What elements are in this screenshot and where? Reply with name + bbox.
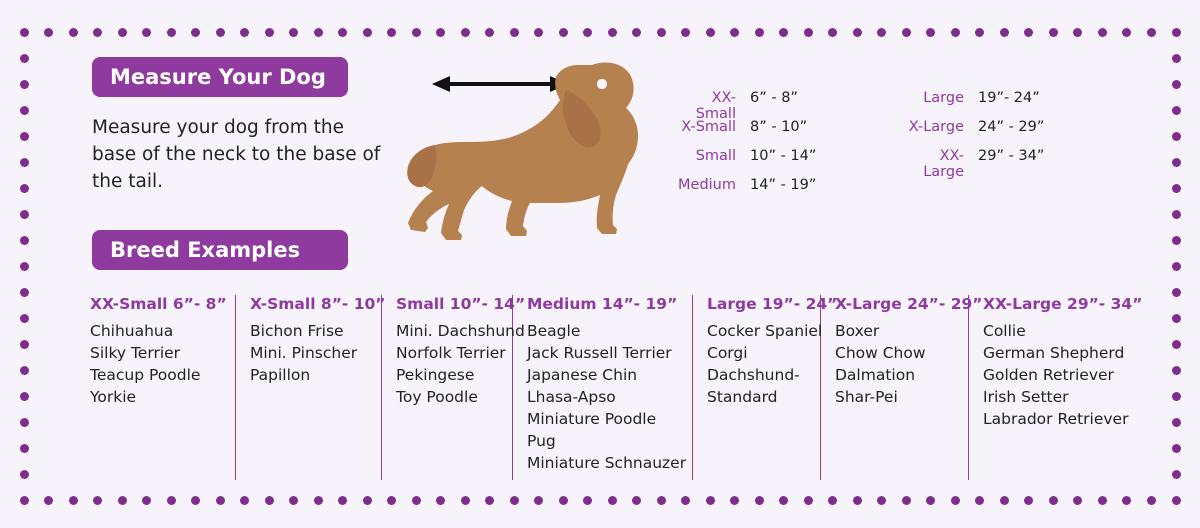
size-chart-column-2	[900, 90, 1115, 180]
breed-item: Dalmation	[835, 366, 916, 384]
border-dot	[1098, 496, 1107, 505]
border-dot	[20, 418, 29, 427]
border-dot	[632, 496, 641, 505]
breed-item: Papillon	[250, 366, 311, 384]
border-dot	[412, 496, 421, 505]
breed-column	[821, 295, 983, 480]
size-label: X-Small	[681, 119, 736, 135]
border-dot	[828, 28, 837, 37]
border-dot	[828, 496, 837, 505]
breed-item: Chow Chow	[835, 344, 926, 362]
breed-item: Norfolk Terrier	[396, 344, 506, 362]
border-dot	[755, 28, 764, 37]
size-chart-row	[900, 119, 1115, 148]
size-range: 29” - 34”	[978, 148, 1045, 164]
border-dot	[1172, 158, 1181, 167]
dog-silhouette-icon	[380, 35, 670, 260]
border-dot	[1000, 496, 1009, 505]
border-dot	[1172, 132, 1181, 141]
breed-item: Miniature Poodle	[527, 410, 657, 428]
border-dot	[363, 496, 372, 505]
border-dot	[1024, 496, 1033, 505]
border-dot	[142, 28, 151, 37]
border-dot	[142, 496, 151, 505]
breed-column-title: XX-Large 29”- 34”	[983, 295, 1143, 313]
border-dot	[1122, 28, 1131, 37]
size-chart-row	[672, 119, 887, 148]
border-dot	[240, 496, 249, 505]
border-dot	[681, 496, 690, 505]
border-dot	[20, 366, 29, 375]
size-label: Small	[695, 148, 736, 164]
border-dot	[167, 496, 176, 505]
border-dot	[44, 496, 53, 505]
border-dot	[853, 496, 862, 505]
border-dot	[1172, 314, 1181, 323]
border-dot	[1073, 28, 1082, 37]
border-dot	[1172, 418, 1181, 427]
measure-your-dog-label: Measure Your Dog	[110, 65, 326, 89]
breed-column-title: X-Small 8”- 10”	[250, 295, 386, 313]
border-dot	[951, 496, 960, 505]
border-dot	[926, 28, 935, 37]
breed-item: Labrador Retriever	[983, 410, 1129, 428]
size-chart-row	[672, 148, 887, 177]
border-dot	[1172, 496, 1181, 505]
border-dot	[804, 496, 813, 505]
border-dot	[534, 496, 543, 505]
border-dot	[755, 496, 764, 505]
border-dot	[20, 288, 29, 297]
border-dot	[926, 496, 935, 505]
breed-item: Miniature Schnauzer	[527, 454, 687, 472]
border-dot	[706, 496, 715, 505]
breed-column-title: Medium 14”- 19”	[527, 295, 678, 313]
breed-item: Standard	[707, 388, 778, 406]
border-dot	[265, 28, 274, 37]
border-dot	[69, 496, 78, 505]
size-chart-row	[672, 177, 887, 206]
breed-column	[382, 295, 526, 480]
border-dot	[20, 262, 29, 271]
border-dot	[69, 28, 78, 37]
border-dot	[877, 496, 886, 505]
border-dot	[289, 496, 298, 505]
border-dot	[387, 496, 396, 505]
border-dot	[216, 496, 225, 505]
border-dot	[1172, 366, 1181, 375]
size-chart-row	[900, 148, 1115, 180]
border-dot	[1172, 54, 1181, 63]
size-label: XX-Small	[695, 90, 736, 122]
border-dot	[730, 496, 739, 505]
border-dot	[1122, 496, 1131, 505]
breed-column-title: XX-Small 6”- 8”	[90, 295, 227, 313]
breed-item: Jack Russell Terrier	[527, 344, 672, 362]
breed-item: Toy Poodle	[396, 388, 478, 406]
breed-item: Beagle	[527, 322, 581, 340]
border-dot	[20, 314, 29, 323]
size-range: 8” - 10”	[750, 119, 808, 135]
breed-item: Corgi	[707, 344, 748, 362]
breed-column-title: Large 19”- 24”	[707, 295, 838, 313]
breed-item: Bichon Frise	[250, 322, 344, 340]
border-dot	[20, 444, 29, 453]
border-dot	[118, 496, 127, 505]
border-dot	[902, 28, 911, 37]
border-dot	[1000, 28, 1009, 37]
breed-item: Silky Terrier	[90, 344, 181, 362]
border-dot	[44, 28, 53, 37]
breed-item: Mini. Dachshund	[396, 322, 525, 340]
border-dot	[779, 28, 788, 37]
border-dot	[1172, 106, 1181, 115]
border-dot	[265, 496, 274, 505]
breed-item: Collie	[983, 322, 1026, 340]
border-dot	[20, 132, 29, 141]
border-dot	[485, 496, 494, 505]
border-dot	[706, 28, 715, 37]
breed-item: Lhasa-Apso	[527, 388, 616, 406]
border-dot	[436, 496, 445, 505]
breed-column-title: Small 10”- 14”	[396, 295, 526, 313]
border-dot	[1172, 262, 1181, 271]
border-dot	[118, 28, 127, 37]
size-label: XX-Large	[923, 148, 964, 180]
border-dot	[20, 340, 29, 349]
breed-item: Boxer	[835, 322, 880, 340]
border-dot	[1073, 496, 1082, 505]
size-chart-row	[900, 90, 1115, 119]
border-dot	[20, 106, 29, 115]
border-dot	[853, 28, 862, 37]
breed-item: Irish Setter	[983, 388, 1069, 406]
border-dot	[1147, 28, 1156, 37]
border-dot	[608, 496, 617, 505]
breed-column	[236, 295, 386, 480]
border-dot	[191, 496, 200, 505]
breed-column	[90, 295, 236, 480]
breed-item: Dachshund-	[707, 366, 800, 384]
breed-item: Pekingese	[396, 366, 475, 384]
border-dot	[902, 496, 911, 505]
border-dot	[20, 496, 29, 505]
border-dot	[191, 28, 200, 37]
border-dot	[20, 54, 29, 63]
border-dot	[1172, 184, 1181, 193]
border-dot	[583, 496, 592, 505]
border-dot	[363, 28, 372, 37]
border-dot	[657, 496, 666, 505]
size-label: Medium	[678, 177, 736, 193]
border-dot	[951, 28, 960, 37]
breed-item: Golden Retriever	[983, 366, 1114, 384]
border-dot	[1172, 392, 1181, 401]
border-dot	[1098, 28, 1107, 37]
border-dot	[1172, 340, 1181, 349]
border-dot	[314, 28, 323, 37]
border-dot	[1172, 470, 1181, 479]
breed-examples-header	[92, 230, 348, 270]
size-range: 6” - 8”	[750, 90, 798, 106]
breed-item: Japanese Chin	[527, 366, 638, 384]
border-dot	[20, 184, 29, 193]
breed-item: Chihuahua	[90, 322, 174, 340]
border-dot	[216, 28, 225, 37]
border-dot	[20, 470, 29, 479]
border-dot	[1049, 28, 1058, 37]
border-dot	[975, 496, 984, 505]
border-dot	[804, 28, 813, 37]
border-dot	[975, 28, 984, 37]
size-label: Large	[923, 90, 964, 106]
border-dot	[240, 28, 249, 37]
breed-item: Cocker Spaniel	[707, 322, 823, 340]
breed-item: Pug	[527, 432, 556, 450]
breed-column-title: X-Large 24”- 29”	[835, 295, 983, 313]
border-dot	[1049, 496, 1058, 505]
border-dot	[93, 28, 102, 37]
breed-column	[513, 295, 693, 480]
size-range: 14” - 19”	[750, 177, 817, 193]
breed-item: German Shepherd	[983, 344, 1125, 362]
border-dot	[1147, 496, 1156, 505]
size-chart-column-1	[672, 90, 887, 206]
border-dot	[314, 496, 323, 505]
measure-instructions: Measure your dog from the base of the neck to the base of the tail.	[92, 117, 381, 192]
size-range: 10” - 14”	[750, 148, 817, 164]
border-dot	[20, 236, 29, 245]
border-dot	[510, 496, 519, 505]
border-dot	[20, 392, 29, 401]
breed-examples-table	[90, 295, 1143, 480]
size-range: 19”- 24”	[978, 90, 1040, 106]
border-dot	[1172, 80, 1181, 89]
breed-item: Shar-Pei	[835, 388, 898, 406]
border-dot	[1172, 210, 1181, 219]
size-range: 24” - 29”	[978, 119, 1045, 135]
border-dot	[779, 496, 788, 505]
border-dot	[730, 28, 739, 37]
border-dot	[338, 496, 347, 505]
border-dot	[681, 28, 690, 37]
breed-item: Teacup Poodle	[90, 366, 201, 384]
dog-illustration	[380, 35, 670, 260]
double-arrow-icon	[432, 76, 568, 92]
size-chart-row	[672, 90, 887, 122]
measure-your-dog-header	[92, 57, 348, 97]
border-dot	[1172, 444, 1181, 453]
border-dot	[1172, 288, 1181, 297]
border-dot	[20, 80, 29, 89]
border-dot	[1172, 236, 1181, 245]
breed-examples-label: Breed Examples	[110, 238, 301, 262]
breed-item: Mini. Pinscher	[250, 344, 358, 362]
border-dot	[559, 496, 568, 505]
border-dot	[461, 496, 470, 505]
border-dot	[20, 210, 29, 219]
border-dot	[167, 28, 176, 37]
size-label: X-Large	[908, 119, 964, 135]
border-dot	[289, 28, 298, 37]
border-dot	[1172, 28, 1181, 37]
border-dot	[338, 28, 347, 37]
border-dot	[93, 496, 102, 505]
border-dot	[20, 158, 29, 167]
breed-column	[693, 295, 838, 480]
border-dot	[1024, 28, 1033, 37]
border-dot	[20, 28, 29, 37]
breed-item: Yorkie	[90, 388, 137, 406]
breed-column	[969, 295, 1143, 480]
border-dot	[877, 28, 886, 37]
